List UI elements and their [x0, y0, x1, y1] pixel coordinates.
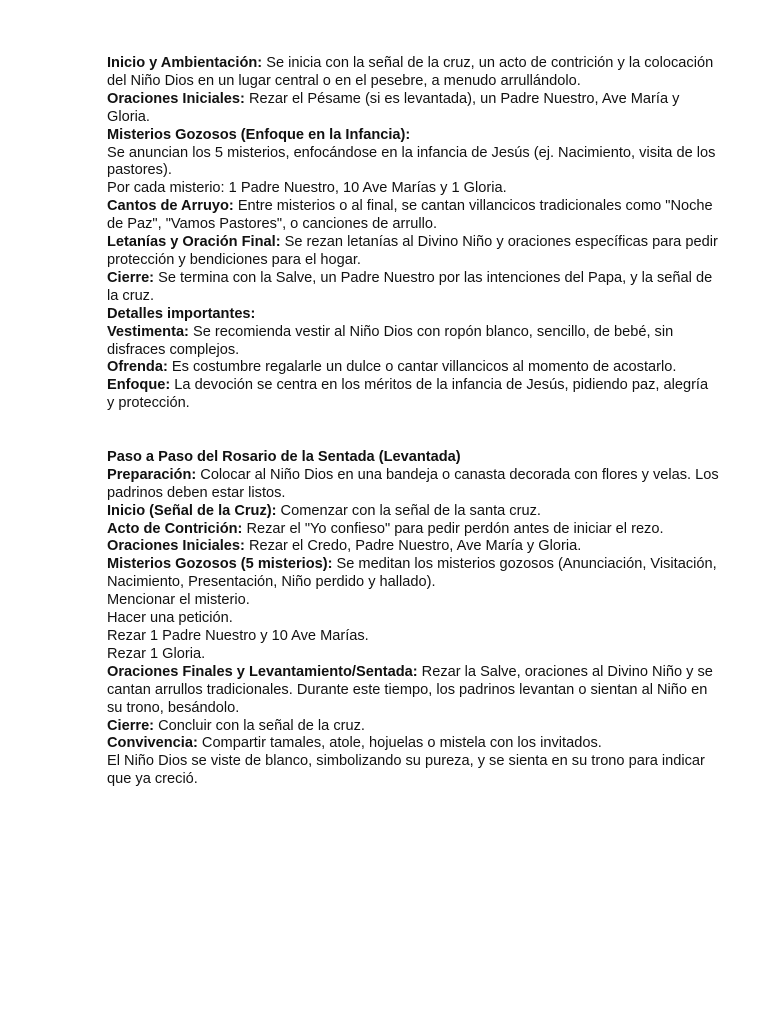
- paragraph-cierre-2: [107, 718, 719, 736]
- text-oraciones-iniciales-2: Rezar el Credo, Padre Nuestro, Ave María y Gloria.: [244, 538, 582, 555]
- text-cantos-arruyo: Entre misterios o al final, se cantan villancicos tradicionales como "Noche de Paz", "Vamos Pastores", o canciones de arrullo.: [107, 198, 713, 233]
- label-vestimenta: Vestimenta:: [107, 323, 189, 340]
- label-ofrenda: Ofrenda:: [107, 359, 168, 376]
- paragraph-oraciones-finales: [107, 664, 719, 718]
- text-convivencia: Compartir tamales, atole, hojuelas o mistela con los invitados.: [197, 735, 602, 752]
- text-cierre-1: Se termina con la Salve, un Padre Nuestro por las intenciones del Papa, y la señal de la cruz.: [107, 269, 713, 304]
- text-inicio-ambientacion: Se inicia con la señal de la cruz, un acto de contrición y la colocación del Niño Dios en un lugar central o en el pesebre, a menudo arrullándolo.: [107, 55, 714, 89]
- text-enfoque: La devoción se centra en los méritos de la infancia de Jesús, pidiendo paz, alegría y protección.: [107, 377, 709, 412]
- text-inicio-senal-cruz: Comenzar con la señal de la santa cruz.: [276, 502, 541, 519]
- paragraph-mencionar-misterio: Mencionar el misterio.: [107, 592, 250, 609]
- label-convivencia: Convivencia:: [107, 735, 198, 752]
- label-oraciones-iniciales: Oraciones Iniciales:: [107, 90, 245, 107]
- paragraph-acto-contricion: [107, 521, 719, 539]
- paragraph-rezar-gloria: Rezar 1 Gloria.: [107, 645, 206, 662]
- paragraph-enfoque: [107, 377, 719, 413]
- text-vestimenta: Se recomienda vestir al Niño Dios con ropón blanco, sencillo, de bebé, sin disfraces complejos.: [107, 323, 674, 358]
- text-cierre-2: Concluir con la señal de la cruz.: [154, 717, 365, 734]
- paragraph-por-cada-misterio: Por cada misterio: 1 Padre Nuestro, 10 Ave Marías y 1 Gloria.: [107, 180, 507, 197]
- paragraph-nino-dios-blanco: El Niño Dios se viste de blanco, simbolizando su pureza, y se sienta en su trono para indicar que ya creció.: [107, 753, 705, 788]
- paragraph-oraciones-iniciales-2: [107, 538, 719, 556]
- label-oraciones-finales: Oraciones Finales y Levantamiento/Sentada:: [107, 663, 418, 680]
- paragraph-rezar-padre-nuestro: Rezar 1 Padre Nuestro y 10 Ave Marías.: [107, 627, 369, 644]
- text-misterios-gozosos-2: Se meditan los misterios gozosos (Anunciación, Visitación, Nacimiento, Presentación, Niño perdido y hallado).: [107, 556, 717, 591]
- label-inicio-senal-cruz: Inicio (Señal de la Cruz):: [107, 502, 277, 519]
- paragraph-inicio-ambientacion: [107, 55, 719, 91]
- paragraph-ofrenda: [107, 359, 719, 377]
- label-misterios-gozosos-2: Misterios Gozosos (5 misterios):: [107, 556, 333, 573]
- label-acto-contricion: Acto de Contrición:: [107, 520, 243, 537]
- text-oraciones-finales: Rezar la Salve, oraciones al Divino Niño y se cantan arrullos tradicionales. Durante este tiempo, los padrinos levantan o sientan al Niño en su trono, besándolo.: [107, 663, 713, 716]
- paragraph-vestimenta: [107, 324, 719, 360]
- label-cierre-1: Cierre:: [107, 269, 155, 286]
- paragraph-oraciones-iniciales: [107, 91, 719, 127]
- heading-misterios-gozosos: Misterios Gozosos (Enfoque en la Infancia):: [107, 126, 411, 143]
- text-oraciones-iniciales: Rezar el Pésame (si es levantada), un Padre Nuestro, Ave María y Gloria.: [107, 90, 680, 125]
- heading-detalles-importantes: Detalles importantes:: [107, 305, 256, 322]
- paragraph-cierre-1: [107, 270, 719, 306]
- label-cierre-2: Cierre:: [107, 717, 155, 734]
- paragraph-misterios-gozosos-2: [107, 556, 719, 592]
- paragraph-preparacion: [107, 467, 719, 503]
- label-cantos-arruyo: Cantos de Arruyo:: [107, 198, 234, 215]
- label-preparacion: Preparación:: [107, 466, 197, 483]
- text-preparacion: Colocar al Niño Dios en una bandeja o canasta decorada con flores y velas. Los padrinos deben estar listos.: [107, 466, 719, 501]
- paragraph-convivencia: [107, 735, 719, 753]
- section-title-rosario-sentada: Paso a Paso del Rosario de la Sentada (Levantada): [107, 448, 461, 465]
- paragraph-letanias: [107, 234, 719, 270]
- paragraph-cantos-arruyo: [107, 198, 719, 234]
- text-letanias: Se rezan letanías al Divino Niño y oraciones específicas para pedir protección y bendiciones para el hogar.: [107, 234, 718, 268]
- label-inicio-ambientacion: Inicio y Ambientación:: [107, 55, 263, 71]
- label-enfoque: Enfoque:: [107, 377, 171, 394]
- text-acto-contricion: Rezar el "Yo confieso" para pedir perdón antes de iniciar el rezo.: [242, 520, 664, 537]
- paragraph-inicio-senal-cruz: [107, 503, 719, 521]
- label-oraciones-iniciales-2: Oraciones Iniciales:: [107, 538, 245, 555]
- section-gap: [107, 413, 719, 449]
- text-ofrenda: Es costumbre regalarle un dulce o cantar villancicos al momento de acostarlo.: [167, 359, 677, 376]
- document-body: [107, 55, 719, 789]
- label-letanias: Letanías y Oración Final:: [107, 234, 281, 251]
- paragraph-hacer-peticion: Hacer una petición.: [107, 610, 233, 627]
- paragraph-anuncian-misterios: Se anuncian los 5 misterios, enfocándose en la infancia de Jesús (ej. Nacimiento, visita de los pastores).: [107, 144, 716, 179]
